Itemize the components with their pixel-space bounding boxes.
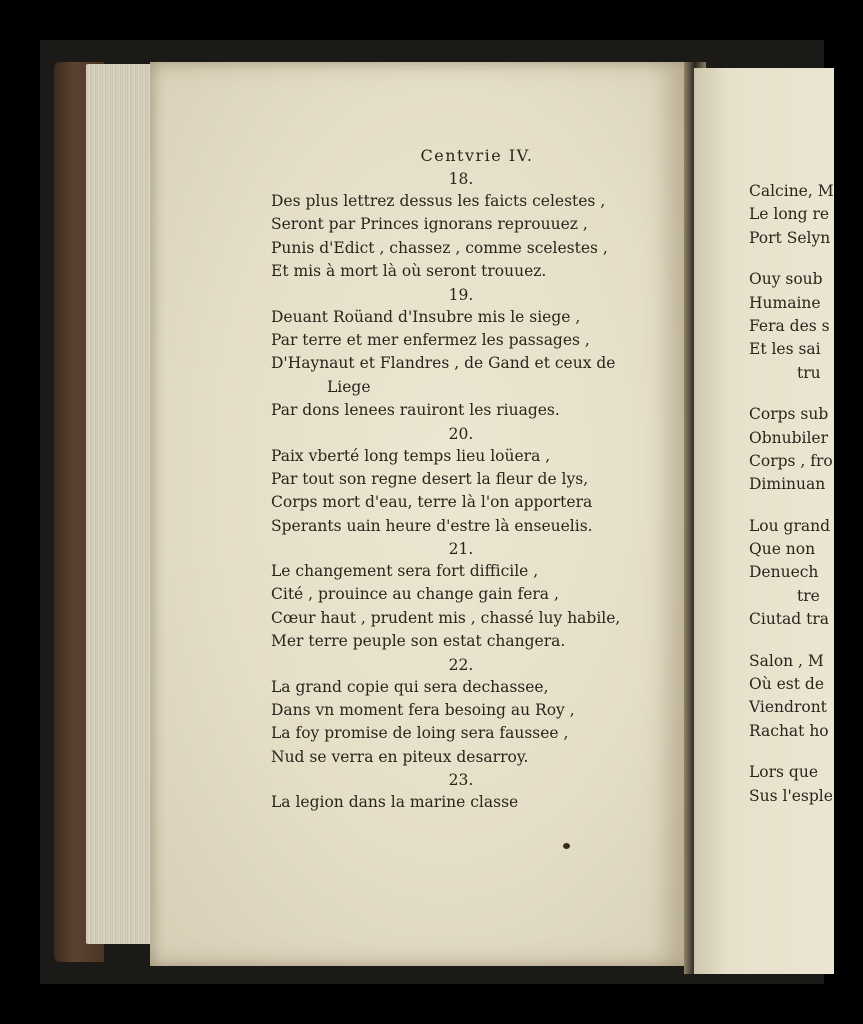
verse-line: Corps mort d'eau, terre là l'on apportera xyxy=(271,493,593,512)
verse-line: Le changement sera fort difficile , xyxy=(271,562,539,581)
verse-line: Et mis à mort là où seront trouuez. xyxy=(271,262,547,281)
quatrain-number: 21. xyxy=(448,540,474,559)
verse-line-fragment: Ciutad tra xyxy=(749,610,829,629)
stanza-gap xyxy=(749,632,824,650)
verse-line: Par tout son regne desert la fleur de lys, xyxy=(271,469,589,488)
verse-line-fragment: Denuech xyxy=(749,563,819,582)
verse-line: D'Haynaut et Flandres , de Gand et ceux de xyxy=(271,354,616,373)
verse-line-fragment: tre xyxy=(797,586,820,605)
verse-line-fragment: Rachat ho xyxy=(749,721,829,740)
verse-line-fragment: Sus l'esple xyxy=(749,786,833,805)
stanza-gap xyxy=(749,497,824,515)
quatrain-number: 18. xyxy=(448,170,474,188)
verse-line-fragment: Salon , M xyxy=(749,651,824,670)
verse-line: Nud se verra en piteux desarroy. xyxy=(271,747,529,766)
right-page-text xyxy=(749,180,834,808)
verse-line: La foy promise de loing sera faussee , xyxy=(271,724,569,743)
verse-line-fragment: Lou grand xyxy=(749,516,831,535)
verse-line: Punis d'Edict , chassez , comme scelestes , xyxy=(271,238,608,257)
page-stack-edge xyxy=(86,64,160,944)
verse-line: Des plus lettrez dessus les faicts celestes , xyxy=(271,192,606,210)
verse-line: Paix vberté long temps lieu loüera , xyxy=(271,446,551,465)
stanza-gap xyxy=(749,385,824,403)
quatrain-number: 19. xyxy=(448,285,474,304)
quatrain-number: 20. xyxy=(448,424,474,443)
verse-line-fragment: Humaine xyxy=(749,293,821,312)
verse-line: Cité , prouince au change gain fera , xyxy=(271,585,559,604)
verse-line-fragment: Corps , fro xyxy=(749,451,833,470)
verse-line-fragment: Et les sai xyxy=(749,340,821,359)
quatrain-number: 22. xyxy=(448,655,474,674)
stanza-gap xyxy=(749,743,824,761)
verse-line-fragment: tru xyxy=(797,363,821,382)
verse-line-fragment: Où est de xyxy=(749,675,824,694)
verse-line-fragment: Obnubiler xyxy=(749,428,829,447)
verse-line: Liege xyxy=(327,377,371,396)
verse-line: Cœur haut , prudent mis , chassé luy habile, xyxy=(271,608,621,627)
verse-line: Sperants uain heure d'estre là enseuelis. xyxy=(271,516,593,535)
running-head: Centvrie IV. xyxy=(420,146,534,165)
verse-line-fragment: Calcine, M xyxy=(749,182,834,200)
verse-line: La legion dans la marine classe xyxy=(271,793,519,812)
verse-line: Dans vn moment fera besoing au Roy , xyxy=(271,701,575,720)
verse-line: Par dons lenees rauiront les riuages. xyxy=(271,401,560,420)
quatrain-number: 23. xyxy=(448,771,474,790)
verse-line-fragment: Corps sub xyxy=(749,405,829,424)
left-page-text xyxy=(271,144,643,815)
verse-line: Par terre et mer enfermez les passages , xyxy=(271,330,590,349)
verse-line-fragment: Viendront xyxy=(749,698,827,717)
verse-line-fragment: Que non xyxy=(749,540,816,559)
verse-line-fragment: Port Selyn xyxy=(749,228,831,247)
verse-line: Seront par Princes ignorans reprouuez , xyxy=(271,215,588,234)
verse-line-fragment: Le long re xyxy=(749,205,830,224)
verse-line-fragment: Ouy soub xyxy=(749,270,823,289)
stanza-gap xyxy=(749,250,824,268)
verse-line-fragment: Fera des s xyxy=(749,316,830,335)
verse-line: Mer terre peuple son estat changera. xyxy=(271,632,566,651)
verse-line-fragment: Lors que xyxy=(749,763,818,782)
ink-speck xyxy=(563,843,570,849)
verse-line: Deuant Roüand d'Insubre mis le siege , xyxy=(271,307,581,326)
verse-line-fragment: Diminuan xyxy=(749,475,826,494)
verse-line: La grand copie qui sera dechassee, xyxy=(271,677,549,696)
